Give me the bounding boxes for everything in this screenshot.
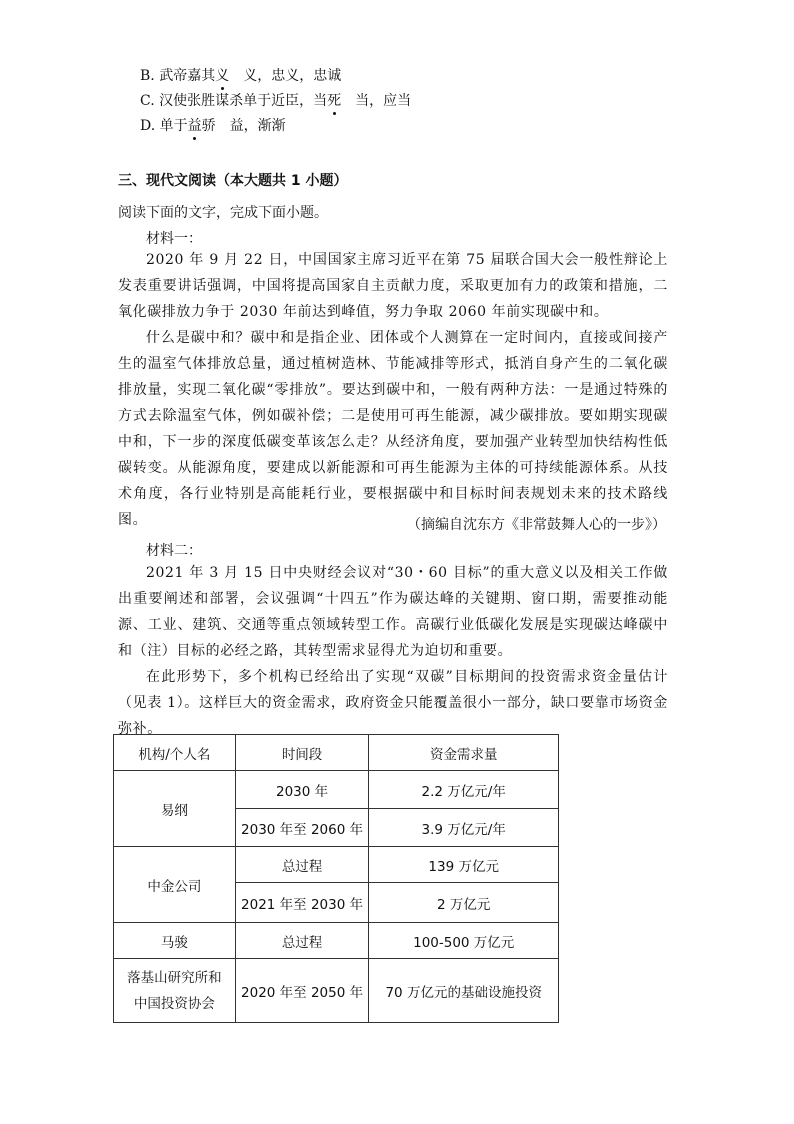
- table-cell-org: 中金公司: [114, 847, 236, 923]
- table-cell-period: 2030 年: [235, 771, 369, 809]
- option-b[interactable]: B. 武帝嘉其义 义，忠义，忠诚: [140, 68, 342, 84]
- material-one-source: （摘编自沈东方《非常鼓舞人心的一步》）: [407, 517, 666, 533]
- table-cell-org: 马骏: [114, 923, 236, 959]
- table-header-cell: 机构/个人名: [114, 735, 236, 771]
- material-two-body: [118, 560, 668, 742]
- option-d[interactable]: D. 单于益骄 益，渐渐: [140, 118, 286, 134]
- option-c[interactable]: C. 汉使张胜谋杀单于近臣，当死 当，应当: [140, 93, 412, 109]
- funding-demand-table: [113, 734, 559, 1023]
- material-two-label: 材料二：: [146, 543, 202, 559]
- table-cell-period: 总过程: [235, 923, 369, 959]
- section-heading: 三、现代文阅读（本大题共 1 小题）: [118, 173, 348, 189]
- material-one-label: 材料一：: [146, 231, 202, 247]
- material-one-body: [118, 247, 668, 533]
- table-cell-amount: 2 万亿元: [369, 883, 559, 923]
- table-header-row: [114, 735, 559, 771]
- emphasis-dotted-char: 死: [327, 93, 342, 109]
- table-row: [114, 847, 559, 883]
- emphasis-dotted-char: 义: [215, 68, 230, 84]
- material-one-paragraph-2: 什么是碳中和？碳中和是指企业、团体或个人测算在一定时间内，直接或间接产生的温室气体排放总量，通过植树造林、节能减排等形式，抵消自身产生的二氧化碳排放量，实现二氧化碳“零排放”。要达到碳中和，一般有两种方法：一是通过特殊的方式去除温室气体，例如碳补偿；二是使用可再生能源，减少碳排放。要如期实现碳中和，下一步的深度低碳变革该怎么走？从经济角度，要加强产业转型加快结构性低碳转变。从能源角度，要建成以新能源和可再生能源为主体的可持续能源体系。从技术角度，各行业特别是高能耗行业，要根据碳中和目标时间表规划未来的技术路线图。: [118, 330, 668, 528]
- material-one-paragraph-1: 2020 年 9 月 22 日，中国国家主席习近平在第 75 届联合国大会一般性辩论上发表重要讲话强调，中国将提高国家自主贡献力度，采取更加有力的政策和措施，二氧化碳排放力争于 2030 年前达到峰值，努力争取 2060 年前实现碳中和。: [118, 252, 668, 320]
- emphasis-dotted-char: 益: [187, 118, 202, 134]
- table-cell-period: 总过程: [235, 847, 369, 883]
- table-cell-amount: 139 万亿元: [369, 847, 559, 883]
- table-cell-period: 2021 年至 2030 年: [235, 883, 369, 923]
- table-cell-amount: 70 万亿元的基础设施投资: [369, 959, 559, 1023]
- table-cell-amount: 2.2 万亿元/年: [369, 771, 559, 809]
- table-cell-period: 2020 年至 2050 年: [235, 959, 369, 1023]
- material-two-paragraph-1: 2021 年 3 月 15 日中央财经会议对“30・60 目标”的重大意义以及相关工作做出重要阐述和部署，会议强调“十四五”作为碳达峰的关键期、窗口期，需要推动能源、工业、建筑、交通等重点领域转型工作。高碳行业低碳化发展是实现碳达峰碳中和（注）目标的必经之路，其转型需求显得尤为迫切和重要。: [118, 565, 668, 659]
- table-row: [114, 959, 559, 1023]
- table-row: [114, 771, 559, 809]
- table-header-cell: 资金需求量: [369, 735, 559, 771]
- table-cell-amount: 3.9 万亿元/年: [369, 809, 559, 847]
- table-row: [114, 923, 559, 959]
- table-cell-amount: 100-500 万亿元: [369, 923, 559, 959]
- table-header-cell: 时间段: [235, 735, 369, 771]
- table-cell-period: 2030 年至 2060 年: [235, 809, 369, 847]
- table-cell-org: 易纲: [114, 771, 236, 847]
- material-two-paragraph-2: 在此形势下，多个机构已经给出了实现“双碳”目标期间的投资需求资金量估计（见表 1）。这样巨大的资金需求，政府资金只能覆盖很小一部分，缺口要靠市场资金弥补。: [118, 669, 668, 737]
- instruction-text: 阅读下面的文字，完成下面小题。: [118, 205, 328, 221]
- table-cell-org: 落基山研究所和 中国投资协会: [114, 959, 236, 1023]
